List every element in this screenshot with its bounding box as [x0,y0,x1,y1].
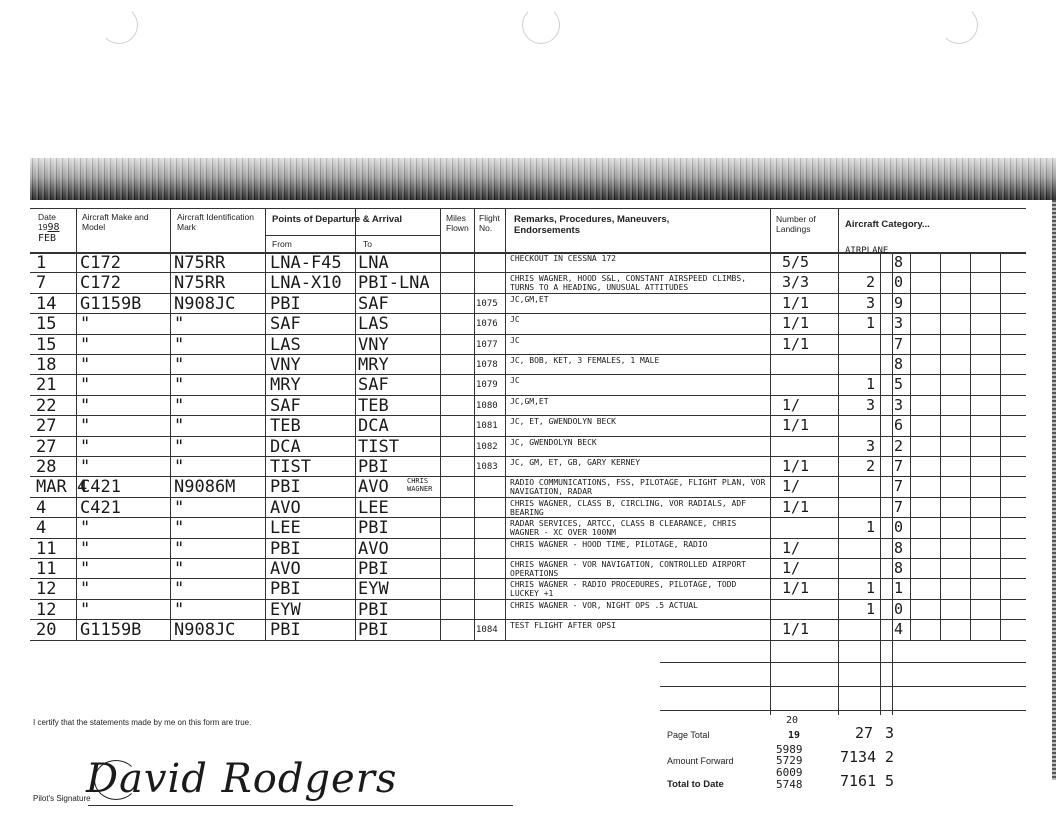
aircraft-ident-cell: " [174,457,185,477]
header-year: 1998 [38,222,60,233]
aircraft-ident-cell: " [174,375,185,396]
aircraft-make-cell: C172 [80,253,121,273]
from-cell: LNA-F45 [270,253,342,273]
to-cell: LNA [358,253,389,273]
header-month: FEB [38,233,57,244]
to-cell: AVO [358,538,389,559]
from-cell: DCA [270,436,301,457]
remarks-cell: TEST FLIGHT AFTER OPSI [510,621,616,631]
landings-cell: 1/ [782,559,801,577]
remarks-cell: JC, GM, ET, GB, GARY KERNEY [510,458,641,467]
from-cell: PBI [270,538,301,559]
total-to-date-label: Total to Date [667,779,724,790]
aircraft-make-cell: " [80,314,91,335]
header-airplane: AIRPLANE [845,246,889,256]
from-cell: PBI [270,477,301,498]
from-cell: SAF [270,395,301,416]
points-subheader-rule [265,235,440,236]
column-divider [170,208,171,640]
category-b-cell: 1 [894,579,904,598]
remarks-cell: CHRIS WAGNER, CLASS B, CIRCLING, VOR RADIALS, ADF BEARING [510,498,747,517]
aircraft-ident-cell: " [174,314,185,335]
landings-cell: 1/1 [782,314,810,333]
aircraft-ident-cell: " [174,497,185,518]
landings-cell: 1/1 [782,334,810,353]
to-cell: AVO [358,477,389,498]
aircraft-ident-cell: N908JC [174,293,236,314]
category-b-cell: 0 [894,599,904,618]
to-note: CHRIS WAGNER [407,477,433,494]
date-cell: 12 [36,599,57,620]
remarks-cell: JC,GM,ET [510,396,549,406]
column-divider [265,208,266,640]
date-cell: 20 [36,620,57,641]
category-a-cell: 1 [866,375,876,394]
date-cell: 12 [36,579,57,600]
aircraft-ident-cell: " [174,334,185,355]
amount-forward-category-a: 7134 [840,748,877,766]
date-cell: 21 [36,375,57,396]
column-divider [940,252,941,640]
aircraft-make-cell: " [80,579,91,600]
binder-hole-left [100,6,138,44]
aircraft-ident-cell: " [174,518,185,539]
from-cell: LEE [270,518,301,539]
remarks-cell: RADIO COMMUNICATIONS, FSS, PILOTAGE, FLIGHT PLAN, VOR NAVIGATION, RADAR [510,478,766,497]
category-a-cell: 3 [866,293,876,312]
landings-cell: 1/1 [782,620,810,639]
header-flight: Flight No. [479,213,500,233]
from-cell: LAS [270,334,301,355]
aircraft-make-cell: " [80,518,91,539]
signature-line [88,805,513,806]
landings-cell: 1/1 [782,497,810,516]
remarks-cell: CHRIS WAGNER - RADIO PROCEDURES, PILOTAGE, TODD LUCKEY +1 [510,580,737,599]
from-cell: SAF [270,314,301,335]
aircraft-make-cell: " [80,559,91,579]
from-cell: PBI [270,579,301,600]
column-divider [474,208,475,640]
landings-cell: 1/1 [782,457,810,475]
column-divider [970,252,971,640]
landings-cell: 1/ [782,395,801,414]
header-make: Aircraft Make and Model [82,212,149,232]
to-cell: PBI [358,559,389,579]
date-cell: 27 [36,436,57,457]
column-divider [355,208,356,640]
total-landings-top: 6009 [776,766,803,779]
aircraft-make-cell: G1159B [80,293,142,314]
aircraft-ident-cell: " [174,436,185,457]
page-total-landings-bottom: 19 [788,730,801,741]
flight-number-cell: 1079 [476,380,498,391]
to-cell: PBI [358,518,389,539]
flight-number-cell: 1084 [476,625,498,636]
to-cell: DCA [358,416,389,437]
from-cell: VNY [270,355,301,375]
category-a-cell: 1 [866,314,876,333]
category-b-cell: 9 [894,293,904,312]
aircraft-make-cell: " [80,334,91,355]
aircraft-make-cell: C172 [80,273,121,294]
date-cell: 7 [36,273,47,294]
from-cell: MRY [270,375,301,396]
to-cell: LEE [358,497,389,518]
aircraft-make-cell: " [80,436,91,457]
to-cell: TEB [358,395,389,416]
aircraft-ident-cell: " [174,579,185,600]
landings-cell: 1/1 [782,293,810,312]
from-cell: LNA-X10 [270,273,342,294]
category-b-cell: 7 [894,334,904,353]
to-cell: LAS [358,314,389,335]
aircraft-ident-cell: " [174,416,185,437]
total-category-a: 7161 [840,772,877,790]
column-divider [910,252,911,640]
remarks-cell: CHECKOUT IN CESSNA 172 [510,254,616,263]
aircraft-make-cell: " [80,599,91,620]
landings-cell: 3/3 [782,273,810,292]
from-cell: PBI [270,293,301,314]
category-b-cell: 8 [894,538,904,557]
category-b-cell: 8 [894,355,904,373]
aircraft-make-cell: " [80,457,91,477]
flight-number-cell: 1081 [476,421,498,432]
page-total-category-a: 27 [855,724,874,742]
category-b-cell: 3 [894,395,904,414]
table-top-rule [30,208,1026,209]
date-cell: 4 [36,518,47,539]
remarks-cell: CHRIS WAGNER, HOOD S&L, CONSTANT AIRSPEED CLIMBS, TURNS TO A HEADING, UNUSUAL ATTITUDES [510,274,747,293]
flight-number-cell: 1078 [476,360,498,370]
to-cell: SAF [358,375,389,396]
aircraft-make-cell: " [80,375,91,396]
header-date: Date [38,212,56,222]
header-category: Aircraft Category... [845,219,930,230]
footer-rule [660,686,1026,687]
date-cell: 27 [36,416,57,437]
category-b-cell: 5 [894,375,904,394]
aircraft-ident-cell: " [174,599,185,620]
category-b-cell: 6 [894,416,904,435]
aircraft-make-cell: " [80,395,91,416]
category-b-cell: 3 [894,314,904,333]
column-divider [892,252,893,715]
header-landings: Number of Landings [776,214,816,234]
flight-number-cell: 1075 [476,298,498,309]
binder-hole-center [522,6,560,44]
from-cell: TIST [270,457,311,477]
column-divider [1000,252,1001,640]
remarks-cell: JC, ET, GWENDOLYN BECK [510,417,616,427]
to-cell: PBI [358,599,389,620]
landings-cell: 1/1 [782,579,810,598]
page-total-label: Page Total [667,730,710,740]
category-b-cell: 0 [894,273,904,292]
aircraft-ident-cell: " [174,559,185,579]
header-from: From [272,239,292,249]
aircraft-ident-cell: N75RR [174,273,226,294]
to-cell: VNY [358,334,389,355]
column-divider [76,208,77,640]
date-cell: 1 [36,253,47,273]
remarks-cell: JC,GM,ET [510,294,549,304]
remarks-cell: JC [510,315,520,325]
from-cell: PBI [270,620,301,641]
amount-forward-category-b: 2 [885,748,895,766]
amount-forward-label: Amount Forward [667,756,734,766]
aircraft-make-cell: C421 [80,497,121,518]
certify-statement: I certify that the statements made by me on this form are true. [33,718,252,727]
to-cell: PBI [358,457,389,477]
category-a-cell: 1 [866,518,876,537]
column-divider [838,208,839,640]
date-cell: 4 [36,497,47,518]
column-divider [838,640,839,715]
category-a-cell: 1 [866,599,876,618]
from-cell: AVO [270,559,301,579]
remarks-cell: RADAR SERVICES, ARTCC, CLASS B CLEARANCE, CHRIS WAGNER - XC OVER 100NM [510,519,737,538]
aircraft-make-cell: " [80,355,91,375]
aircraft-make-cell: G1159B [80,620,142,641]
header-points: Points of Departure & Arrival [272,214,403,225]
column-divider [505,208,506,640]
from-cell: TEB [270,416,301,437]
to-cell: TIST [358,436,399,457]
aircraft-make-cell: C421 [80,477,121,498]
binder-hole-right [940,6,978,44]
header-to: To [363,239,372,249]
page-edge [1052,200,1056,780]
to-cell: PBI-LNA [358,273,430,294]
category-a-cell: 3 [866,395,876,414]
remarks-cell: JC [510,376,520,386]
flight-number-cell: 1083 [476,462,498,472]
category-b-cell: 7 [894,457,904,475]
landings-cell: 5/5 [782,253,810,271]
header-miles: Miles Flown [446,213,469,233]
column-divider [770,640,771,715]
aircraft-ident-cell: " [174,538,185,559]
column-divider [880,252,881,715]
to-cell: SAF [358,293,389,314]
header-ident: Aircraft Identification Mark [177,212,255,232]
footer-rule [660,710,1026,711]
scanned-header-band [30,158,1056,200]
header-remarks: Remarks, Procedures, Maneuvers, Endorsements [514,214,670,236]
to-cell: MRY [358,355,389,375]
aircraft-ident-cell: " [174,395,185,416]
date-cell: 18 [36,355,57,375]
category-b-cell: 7 [894,477,904,496]
remarks-cell: CHRIS WAGNER - VOR, NIGHT OPS .5 ACTUAL [510,600,698,610]
pilot-signature: David Rodgers [86,756,398,802]
date-cell: 28 [36,457,57,477]
to-cell: PBI [358,620,389,641]
to-cell: EYW [358,579,389,600]
remarks-cell: JC [510,335,520,345]
signature-label: Pilot's Signature [33,794,91,803]
remarks-cell: CHRIS WAGNER - HOOD TIME, PILOTAGE, RADIO [510,539,708,549]
page-total-landings-top: 20 [786,715,799,726]
aircraft-ident-cell: " [174,355,185,375]
aircraft-ident-cell: N908JC [174,620,236,641]
aircraft-make-cell: " [80,538,91,559]
date-cell: 11 [36,559,57,579]
amount-forward-landings-top: 5989 [776,743,803,756]
category-a-cell: 2 [866,457,876,475]
date-cell: MAR 4 [36,477,88,498]
column-divider [440,208,441,640]
category-b-cell: 8 [894,559,904,577]
aircraft-ident-cell: N75RR [174,253,226,273]
remarks-cell: JC, GWENDOLYN BECK [510,437,597,447]
from-cell: AVO [270,497,301,518]
flight-number-cell: 1082 [476,441,498,452]
date-cell: 15 [36,334,57,355]
aircraft-make-cell: " [80,416,91,437]
landings-cell: 1/ [782,477,801,496]
column-divider [770,208,771,640]
date-cell: 11 [36,538,57,559]
category-a-cell: 3 [866,436,876,455]
date-cell: 14 [36,293,57,314]
category-a-cell: 1 [866,579,876,598]
category-b-cell: 0 [894,518,904,537]
category-b-cell: 4 [894,620,904,639]
category-b-cell: 2 [894,436,904,455]
remarks-cell: JC, BOB, KET, 3 FEMALES, 1 MALE [510,356,660,365]
amount-forward-landings-bottom: 5729 [776,754,803,767]
landings-cell: 1/ [782,538,801,557]
aircraft-ident-cell: N9086M [174,477,236,498]
flight-number-cell: 1080 [476,400,498,411]
total-landings-bottom: 5748 [776,778,803,791]
flight-number-cell: 1077 [476,339,498,350]
page-total-category-b: 3 [885,724,895,742]
category-b-cell: 7 [894,497,904,516]
remarks-cell: CHRIS WAGNER - VOR NAVIGATION, CONTROLLED AIRPORT OPERATIONS [510,560,747,578]
date-cell: 15 [36,314,57,335]
date-cell: 22 [36,395,57,416]
from-cell: EYW [270,599,301,620]
category-b-cell: 8 [894,253,904,271]
total-category-b: 5 [885,772,895,790]
landings-cell: 1/1 [782,416,810,435]
footer-rule [660,662,1026,663]
category-a-cell: 2 [866,273,876,292]
flight-number-cell: 1076 [476,319,498,330]
